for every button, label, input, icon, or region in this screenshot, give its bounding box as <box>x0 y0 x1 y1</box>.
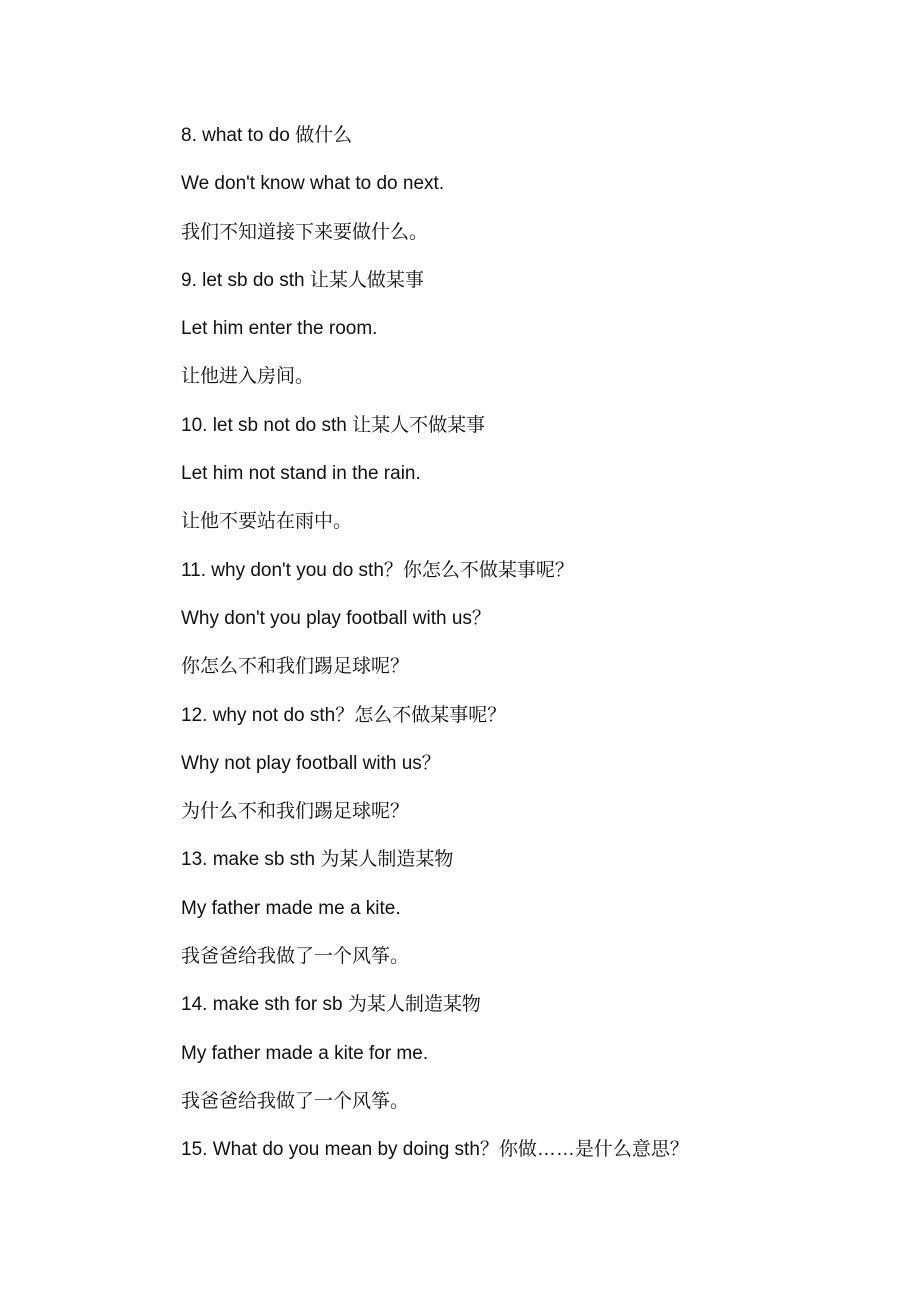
phrase-heading: 12. why not do sth？怎么不做某事呢？ <box>181 704 507 726</box>
phrase-heading: 11. why don't you do sth？你怎么不做某事呢？ <box>181 559 574 581</box>
phrase-heading: 15. What do you mean by doing sth？你做……是什么意思？ <box>181 1139 689 1161</box>
phrase-heading: 14. make sth for sb 为某人制造某物 <box>181 994 481 1016</box>
example-sentence: Why don't you play football with us？ <box>181 607 491 629</box>
example-sentence: Let him not stand in the rain. <box>181 463 421 485</box>
example-sentence: We don't know what to do next. <box>181 173 445 195</box>
phrase-heading: 10. let sb not do sth 让某人不做某事 <box>181 414 486 436</box>
phrase-heading: 9. let sb do sth 让某人做某事 <box>181 269 424 291</box>
example-sentence: My father made a kite for me. <box>181 1042 429 1064</box>
example-translation: 你怎么不和我们踢足球呢？ <box>181 656 410 678</box>
example-translation: 为什么不和我们踢足球呢？ <box>181 801 410 823</box>
phrase-heading: 13. make sb sth 为某人制造某物 <box>181 849 454 871</box>
example-translation: 我们不知道接下来要做什么。 <box>181 221 429 243</box>
example-sentence: Why not play football with us？ <box>181 752 441 774</box>
example-translation: 我爸爸给我做了一个风筝。 <box>181 1090 410 1112</box>
phrase-heading: 8. what to do 做什么 <box>181 125 353 146</box>
phrase-list <box>181 112 881 1175</box>
example-sentence: Let him enter the room. <box>181 318 378 340</box>
example-translation: 让他进入房间。 <box>181 366 315 388</box>
example-translation: 我爸爸给我做了一个风筝。 <box>181 946 410 968</box>
example-translation: 让他不要站在雨中。 <box>181 511 353 533</box>
example-sentence: My father made me a kite. <box>181 897 401 919</box>
